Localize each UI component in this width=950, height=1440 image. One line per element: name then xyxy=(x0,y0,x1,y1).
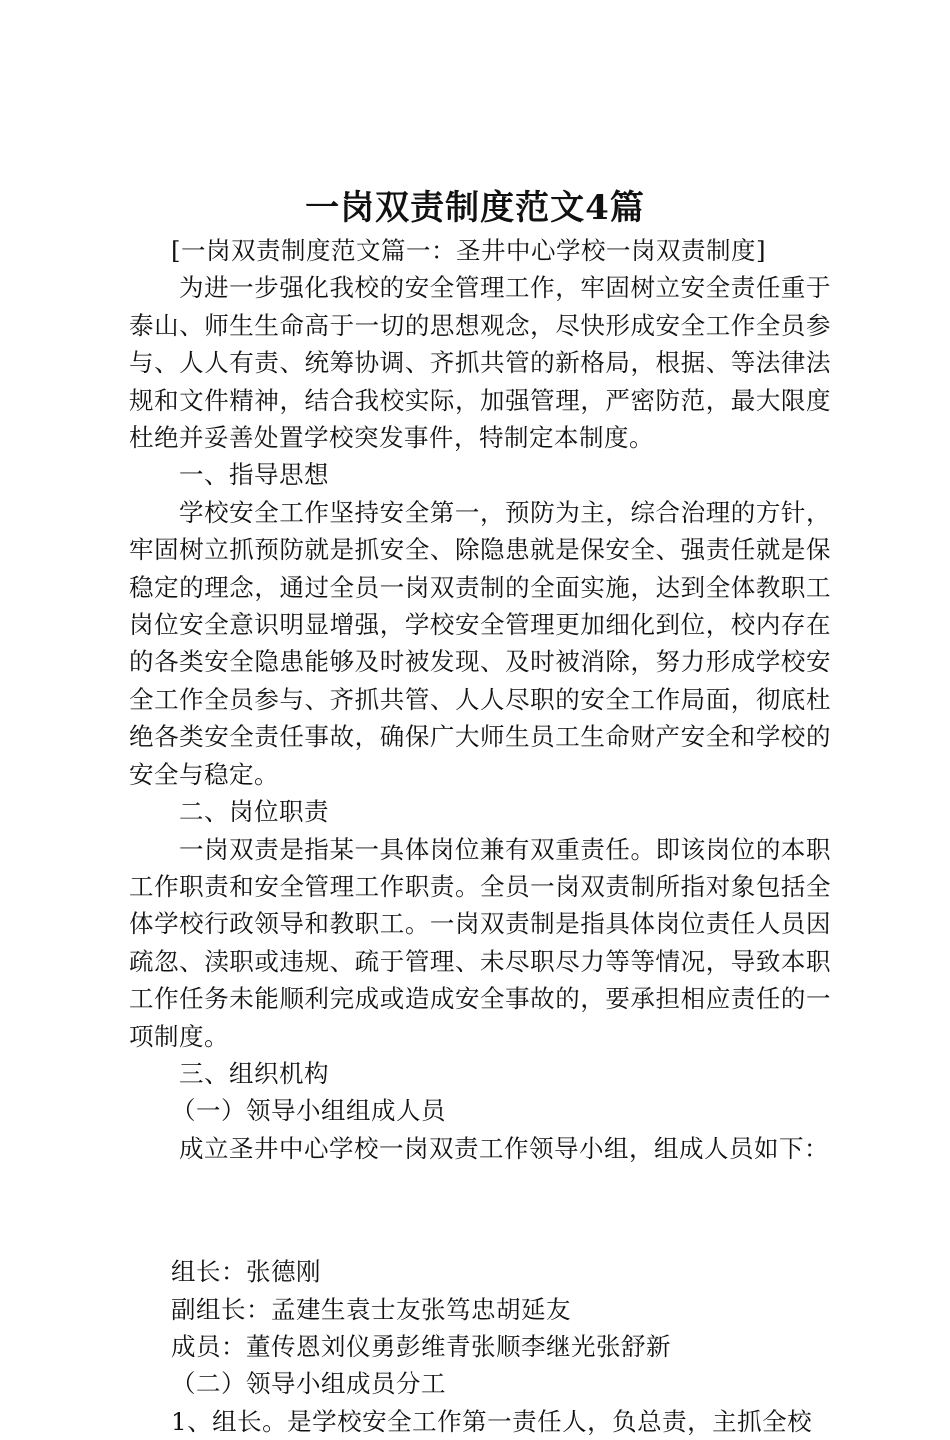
paragraph: 组长：张德刚 xyxy=(171,1257,321,1287)
document-body xyxy=(129,232,831,1440)
paragraph: 学校安全工作坚持安全第一，预防为主，综合治理的方针，牢固树立抓预防就是抓安全、除隐患就是保安全、强责任就是保稳定的理念，通过全员一岗双责制的全面实施，达到全体教职工岗位安全意识明显增强，学校安全管理更加细化到位，校内存在的各类安全隐患能够及时被发现、及时被消除，努力形成学校安全工作全员参与、齐抓共管、人人尽职的安全工作局面，彻底杜绝各类安全责任事故，确保广大师生员工生命财产安全和学校的安全与稳定。 xyxy=(129,497,831,789)
document-title: 一岗双责制度范文4篇 xyxy=(305,188,645,228)
paragraph: 三、组织机构 xyxy=(179,1058,329,1088)
paragraph: 成立圣井中心学校一岗双责工作领导小组，组成人员如下： xyxy=(179,1133,829,1163)
paragraph: （一）领导小组组成人员 xyxy=(171,1096,446,1126)
paragraph: [一岗双责制度范文篇一：圣井中心学校一岗双责制度] xyxy=(171,236,767,265)
blank-line xyxy=(129,1192,831,1229)
paragraph: （二）领导小组成员分工 xyxy=(171,1369,446,1399)
paragraph: 一、指导思想 xyxy=(179,460,329,490)
paragraph: 为进一步强化我校的安全管理工作，牢固树立安全责任重于泰山、师生生命高于一切的思想观念，尽快形成安全工作全员参与、人人有责、统筹协调、齐抓共管的新格局，根据、等法律法规和文件精神，结合我校实际，加强管理，严密防范，最大限度杜绝并妥善处置学校突发事件，特制定本制度。 xyxy=(129,273,831,453)
paragraph: 成员：董传恩刘仪勇彭维青张顺李继光张舒新 xyxy=(171,1331,671,1361)
paragraph: 1、组长。是学校安全工作第一责任人，负总责，主抓全校 xyxy=(171,1406,813,1436)
paragraph: 二、岗位职责 xyxy=(179,797,329,827)
paragraph: 一岗双责是指某一具体岗位兼有双重责任。即该岗位的本职工作职责和安全管理工作职责。全员一岗双责制所指对象包括全体学校行政领导和教职工。一岗双责制是指具体岗位责任人员因疏忽、渎职或违规、疏于管理、未尽职尽力等等情况，导致本职工作任务未能顺利完成或造成安全事故的，要承担相应责任的一项制度。 xyxy=(129,834,831,1051)
paragraph: 副组长：孟建生袁士友张笃忠胡延友 xyxy=(171,1294,571,1324)
